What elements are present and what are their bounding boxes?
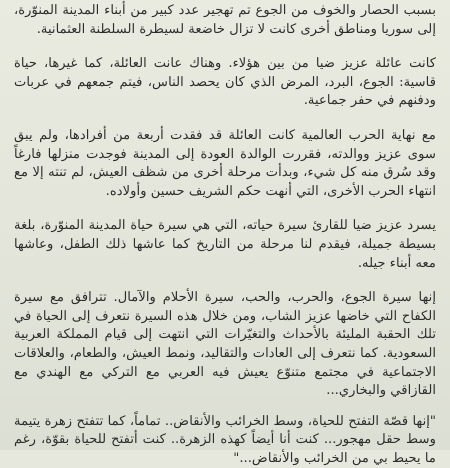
paragraph-hardship: كانت عائلة عزيز ضيا من بين هؤلاء. وهناك عانت العائلة، كما غيرها، حياة قاسية: الجوع، البرد، المرض الذي كان يحصد الناس، فيتم جمعهم في عربات ودفنهم في حفر جماعية. (14, 56, 436, 109)
paragraph-narration: يسرد عزيز ضيا للقارئ سيرة حياته، التي هي سيرة حياة المدينة المنوّرة، بلغة بسيطة جميلة، فيقدم لنا مرحلة من التاريخ كما عاشها ذلك الطفل، وعاشها معه أبناء جيله. (14, 218, 436, 271)
paragraph-return: مع نهاية الحرب العالمية كانت العائلة قد فقدت أربعة من أفرادها، ولم يبق سوى عزيز ووالدته، فقررت الوالدة العودة إلى المدينة فوجدت منزلها فارغاً وقد سُرق منه كل شيء، وبدأت مرحلة أخرى من شظف العيش، لم تنته إلا مع انتهاء الحرب الأخرى، التي أنهت حكم الشريف حسين وأولاده. (14, 127, 436, 199)
paragraph-quote: "إنها قصّة التفتح للحياة، وسط الخرائب والأنقاض.. تماماً، كما تتفتح زهرة يتيمة وسط حقل مهجور... كنت أنا أيضاً كهذه الزهرة.. كنت أتفتح للحياة بقوّة، رغم ما يحيط بي من الخرائب والأنقاض..." (14, 413, 436, 466)
paragraph-themes: إنها سيرة الجوع، والحرب، والحب، سيرة الأحلام والآمال. تترافق مع سيرة الكفاح التي خاضها عزيز الشاب، ومن خلال هذه السيرة نتعرف إلى الحياة في تلك الحقبة المليئة بالأحداث والتغيّرات التي انتهت إلى قيام المملكة العربية السعودية. كما نتعرف إلى العادات والتقاليد، ونمط العيش، والطعام، والعلاقات الاجتماعية في مجتمع متنوّع يعيش فيه العربي مع التركي مع الهندي مع القازاقي والبخاري... (14, 290, 436, 399)
paragraph-exile: بسبب الحصار والخوف من الجوع تم تهجير عدد كبير من أبناء المدينة المنوّرة، إلى سوريا ومناطق أخرى كانت لا تزال خاضعة لسيطرة السلطنة العثمانية. (14, 3, 436, 37)
back-cover-text (14, 2, 436, 468)
